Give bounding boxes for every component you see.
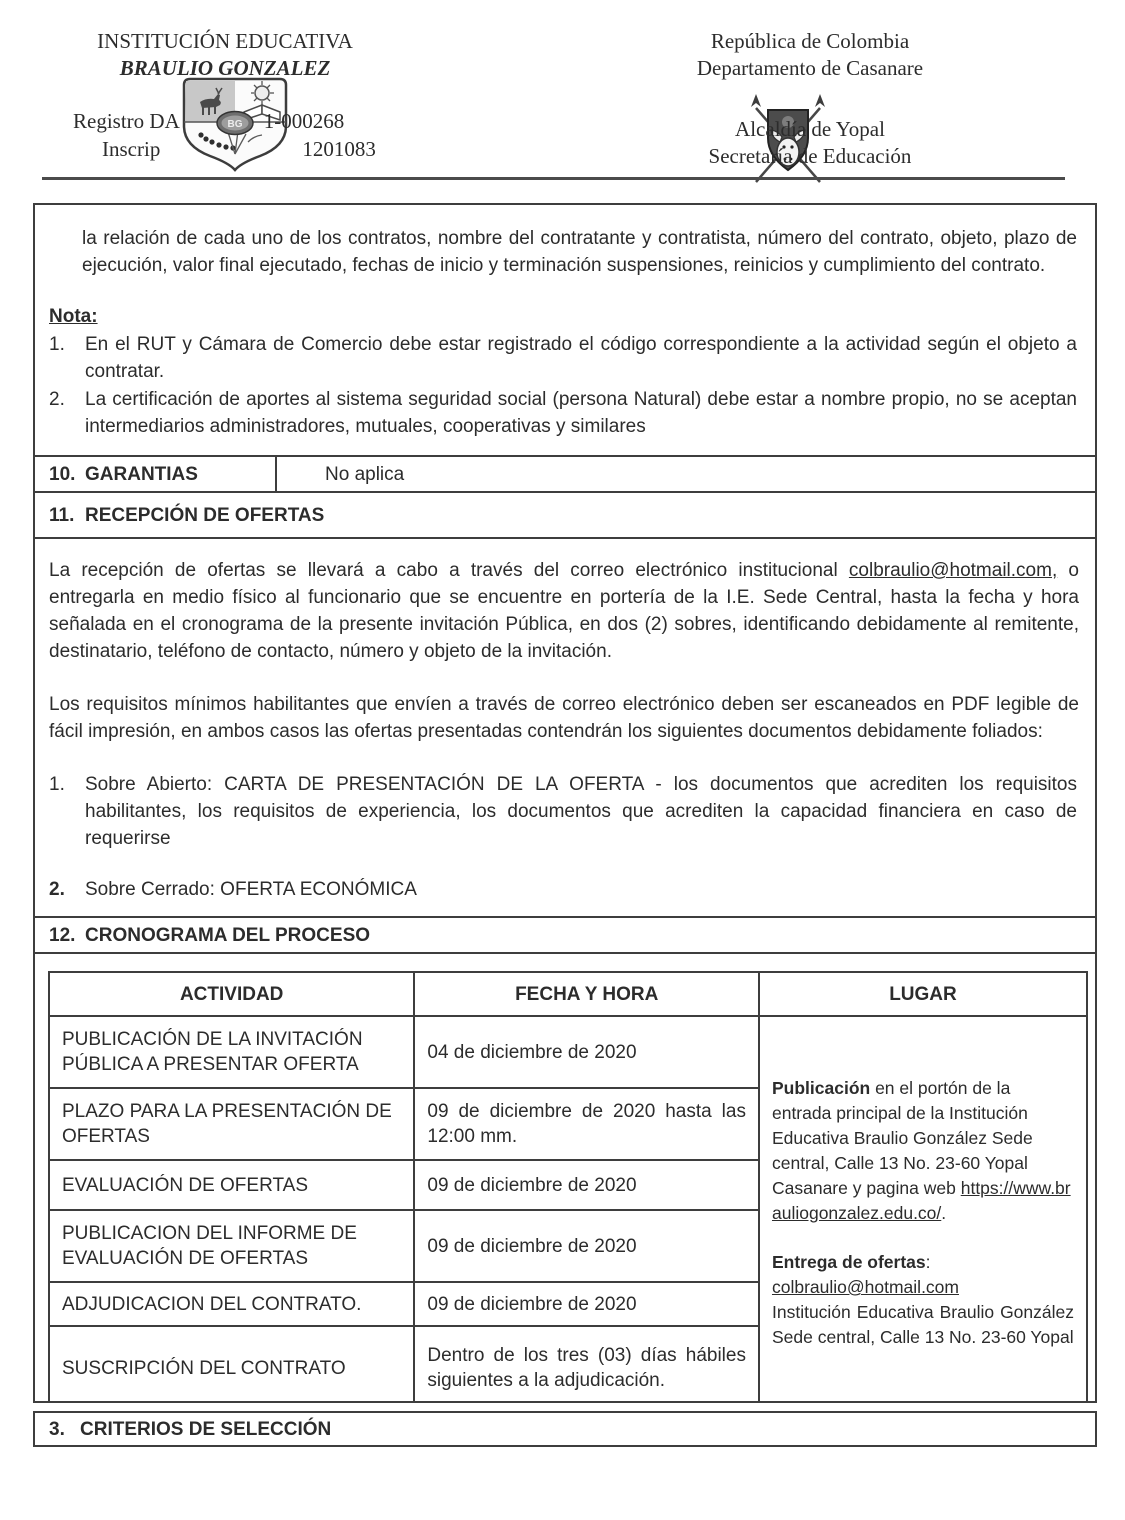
lugar-p2-bold: Entrega de ofertas — [771, 1252, 926, 1272]
inscripcion-line — [102, 136, 376, 163]
sobre-cerrado-item — [49, 876, 1077, 903]
institution-name-line1: INSTITUCIÓN EDUCATIVA — [97, 29, 353, 53]
col-header-lugar: LUGAR — [759, 972, 1087, 1016]
intro-paragraph: la relación de cada uno de los contratos, nombre del contratante y contratista, número del contrato, objeto, plazo de ejecución, valor final ejecutado, fechas de inicio y terminación suspensiones, reinicios y cumplimiento del contrato. — [82, 228, 1077, 276]
nota-item-1 — [49, 331, 1077, 385]
sobre-abierto-item — [49, 771, 1077, 852]
lugar-p1-text: en el portón de la entrada principal de la Institución Educativa Braulio González Sede central, Calle 13 No. 23-60 Yopal Casanare y pagina web — [771, 1078, 1033, 1198]
fecha-cell: 09 de diciembre de 2020 hasta las 12:00 mm. — [414, 1088, 759, 1160]
fecha-cell: 09 de diciembre de 2020 — [414, 1282, 759, 1326]
recepcion-label: RECEPCIÓN DE OFERTAS — [85, 504, 325, 526]
criterios-number: 3. — [49, 1418, 65, 1440]
criterios-section-header — [33, 1411, 1097, 1447]
nota-item-2-number: 2. — [49, 389, 65, 410]
nota-item-1-text: En el RUT y Cámara de Comercio debe estar registrado el código correspondiente a la actividad según el objeto a contratar. — [85, 334, 1077, 382]
registro-suffix: 1-000268 — [263, 109, 345, 133]
recepcion-paragraph-1 — [49, 557, 1079, 665]
secretaria-line: Secretaría de Educación — [708, 144, 912, 168]
sobre-cerrado-text: Sobre Cerrado: OFERTA ECONÓMICA — [85, 879, 417, 900]
sobre-abierto-text: Sobre Abierto: CARTA DE PRESENTACIÓN DE LA OFERTA - los documentos que acrediten los requisitos habilitantes, los requisitos de experiencia, los documentos que acrediten la capacidad financiera en caso de requerirse — [85, 774, 1077, 849]
actividad-cell: ADJUDICACION DEL CONTRATO. — [49, 1282, 414, 1326]
garantias-value-cell — [277, 457, 1095, 491]
recepcion-paragraph-2: Los requisitos mínimos habilitantes que envíen a través de correo electrónico deben ser escaneados en PDF legible de fácil impresión, en ambos casos las ofertas presentadas contendrán los siguientes documentos debidamente foliados: — [49, 694, 1079, 742]
fecha-cell: 04 de diciembre de 2020 — [414, 1016, 759, 1088]
nota-section — [49, 303, 1077, 330]
sobre-abierto-number: 1. — [49, 774, 65, 795]
lugar-p1-bold: Publicación — [771, 1078, 871, 1098]
recepcion-p1-after: o entregarla en medio físico al funcionario que se encuentre en portería de la I.E. Sede Central, hasta la fecha y hora señalada en el cronograma de la presente invitación Pública, en dos (2) sobres, identificando debidamente al remitente, destinatario, teléfono de contacto, número y objeto de la invitación. — [49, 560, 1079, 662]
department-line: Departamento de Casanare — [696, 56, 924, 80]
lugar-p2-colon: : — [925, 1252, 931, 1272]
inscripcion-prefix: Inscrip — [102, 137, 161, 161]
recepcion-p1-before: La recepción de ofertas se llevará a cabo a través del correo electrónico institucional — [49, 560, 849, 581]
recepcion-number: 11. — [49, 504, 75, 526]
col-header-actividad: ACTIVIDAD — [49, 972, 414, 1016]
garantias-value: No aplica — [325, 463, 405, 485]
crest-initials: BG — [227, 119, 243, 130]
nota-item-1-number: 1. — [49, 334, 65, 355]
garantias-number: 10. — [49, 463, 76, 485]
actividad-cell: PUBLICACION DEL INFORME DE EVALUACIÓN DE OFERTAS — [49, 1210, 414, 1282]
registro-prefix: Registro DA — [73, 109, 180, 133]
nota-item-2 — [49, 386, 1077, 440]
lugar-entrega-paragraph — [772, 1250, 1074, 1350]
lugar-cell — [759, 1016, 1087, 1403]
col-header-fecha: FECHA Y HORA — [414, 972, 759, 1016]
cronograma-table — [48, 971, 1088, 1403]
header-divider-rule — [42, 177, 1065, 180]
lugar-publicacion-paragraph — [772, 1076, 1074, 1226]
criterios-label: CRITERIOS DE SELECCIÓN — [80, 1418, 332, 1440]
garantias-label-cell — [35, 457, 277, 491]
recepcion-section-header — [35, 493, 1095, 539]
garantias-label: GARANTIAS — [85, 463, 198, 485]
table-row — [49, 1016, 1087, 1088]
header-gap — [655, 82, 965, 116]
cronograma-number: 12. — [49, 924, 76, 946]
lugar-p1-end: . — [941, 1203, 947, 1223]
institution-header — [30, 28, 420, 82]
registro-line — [73, 108, 344, 135]
actividad-cell: PLAZO PARA LA PRESENTACIÓN DE OFERTAS — [49, 1088, 414, 1160]
garantias-row — [35, 455, 1095, 493]
inscripcion-suffix: 1201083 — [302, 137, 376, 161]
email-link: colbraulio@hotmail.com, — [848, 560, 1058, 581]
actividad-cell: EVALUACIÓN DE OFERTAS — [49, 1160, 414, 1210]
cronograma-label: CRONOGRAMA DEL PROCESO — [85, 924, 371, 946]
alcaldia-line: Alcaldía de Yopal — [735, 117, 885, 141]
fecha-cell: Dentro de los tres (03) días hábiles siguientes a la adjudicación. — [414, 1326, 759, 1403]
actividad-cell: SUSCRIPCIÓN DEL CONTRATO — [49, 1326, 414, 1403]
lugar-p2-text: Institución Educativa Braulio González Sede central, Calle 13 No. 23-60 Yopal — [771, 1302, 1074, 1347]
republic-line: República de Colombia — [710, 29, 910, 53]
nota-label: Nota: — [49, 306, 98, 327]
actividad-cell: PUBLICACIÓN DE LA INVITACIÓN PÚBLICA A PRESENTAR OFERTA — [49, 1016, 414, 1088]
document-body-box — [33, 203, 1097, 1403]
lugar-email-link: colbraulio@hotmail.com — [771, 1277, 959, 1297]
nota-item-2-text: La certificación de aportes al sistema seguridad social (persona Natural) debe estar a nombre propio, no se aceptan intermediarios administradores, mutuales, cooperativas y similares — [85, 389, 1077, 437]
website-link: https://www.brauliogonzalez.edu.co/ — [771, 1178, 1071, 1223]
fecha-cell: 09 de diciembre de 2020 — [414, 1160, 759, 1210]
fecha-cell: 09 de diciembre de 2020 — [414, 1210, 759, 1282]
cronograma-header-row — [49, 972, 1087, 1016]
cronograma-section-header — [35, 916, 1095, 954]
institution-name-line2: BRAULIO GONZALEZ — [119, 56, 331, 80]
sobre-cerrado-number: 2. — [49, 879, 65, 900]
government-header — [655, 28, 965, 170]
